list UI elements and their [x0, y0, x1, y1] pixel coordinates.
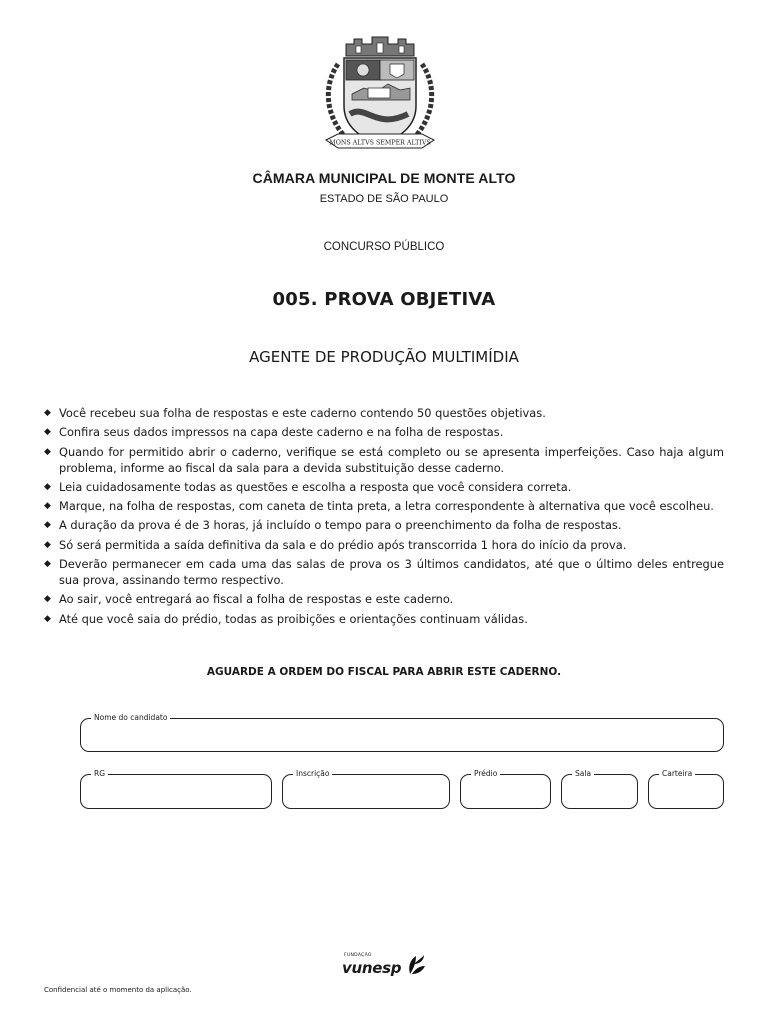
- diamond-bullet-icon: ◆: [44, 408, 51, 418]
- carteira-field[interactable]: [648, 769, 724, 809]
- list-item: ◆ Confira seus dados impressos na capa deste caderno e na folha de respostas.: [44, 425, 504, 440]
- municipal-coat-of-arms-icon: [316, 34, 444, 158]
- field-label: Inscrição: [293, 768, 332, 780]
- list-item: ◆ A duração da prova é de 3 horas, já incluído o tempo para o preenchimento da folha de respostas.: [44, 518, 622, 533]
- list-item: ◆ Leia cuidadosamente todas as questões e escolha a resposta que você considera correta.: [44, 479, 572, 494]
- crest-motto: MONS ALTVS SEMPER ALTIVS: [329, 139, 431, 147]
- rg-field[interactable]: [80, 769, 272, 809]
- wait-notice: AGUARDE A ORDEM DO FISCAL PARA ABRIR ESTE CADERNO.: [206, 666, 562, 678]
- contest-label: CONCURSO PÚBLICO: [323, 241, 445, 253]
- diamond-bullet-icon: ◆: [44, 520, 51, 531]
- instruction-list: [44, 405, 724, 630]
- list-item: ◆ Marque, na folha de respostas, com caneta de tinta preta, a letra correspondente à alternativa que você escolheu.: [44, 499, 714, 514]
- diamond-bullet-icon: ◆: [44, 594, 51, 605]
- inscricao-field[interactable]: [282, 769, 450, 809]
- sala-field[interactable]: [561, 769, 638, 809]
- diamond-bullet-icon: ◆: [44, 427, 51, 438]
- logo-foundation-label: FUNDAÇÃO: [344, 953, 372, 958]
- field-label: Sala: [572, 768, 594, 780]
- list-item: ◆ Quando for permitido abrir o caderno, verifique se está completo ou se apresenta imperfeições. Caso haja algum problema, informe ao fiscal da sala para a devida substituição desse caderno.: [44, 444, 724, 475]
- diamond-bullet-icon: ◆: [44, 613, 51, 624]
- field-label: RG: [91, 768, 108, 780]
- diamond-bullet-icon: ◆: [44, 481, 51, 492]
- diamond-bullet-icon: ◆: [44, 446, 51, 457]
- list-item: ◆ Até que você saia do prédio, todas as proibições e orientações continuam válidas.: [44, 611, 528, 626]
- list-item: ◆ Deverão permanecer em cada uma das salas de prova os 3 últimos candidatos, até que o último deles entregue sua prova, assinando termo respectivo.: [44, 557, 724, 588]
- field-label: Prédio: [471, 768, 500, 780]
- vunesp-leaf-icon: [404, 952, 426, 978]
- diamond-bullet-icon: ◆: [44, 501, 51, 512]
- role-title: AGENTE DE PRODUÇÃO MULTIMÍDIA: [249, 348, 519, 366]
- field-label: Nome do candidato: [91, 712, 170, 724]
- vunesp-logo: [340, 948, 430, 984]
- exam-title: 005. PROVA OBJETIVA: [272, 289, 496, 310]
- list-item: ◆ Só será permitida a saída definitiva da sala e do prédio após transcorrida 1 hora do início da prova.: [44, 537, 627, 552]
- candidate-name-field[interactable]: [80, 713, 724, 752]
- list-item: ◆ Ao sair, você entregará ao fiscal a folha de respostas e este caderno.: [44, 592, 454, 607]
- diamond-bullet-icon: ◆: [44, 539, 51, 550]
- organization-name: CÂMARA MUNICIPAL DE MONTE ALTO: [252, 170, 516, 186]
- state-name: ESTADO DE SÃO PAULO: [319, 193, 449, 205]
- logo-name: vunesp: [342, 959, 402, 977]
- field-label: Carteira: [659, 768, 695, 780]
- diamond-bullet-icon: ◆: [44, 559, 51, 570]
- confidential-footer: Confidencial até o momento da aplicação.: [44, 986, 192, 994]
- list-item: ◆ Você recebeu sua folha de respostas e este caderno contendo 50 questões objetivas.: [44, 406, 546, 420]
- predio-field[interactable]: [460, 769, 551, 809]
